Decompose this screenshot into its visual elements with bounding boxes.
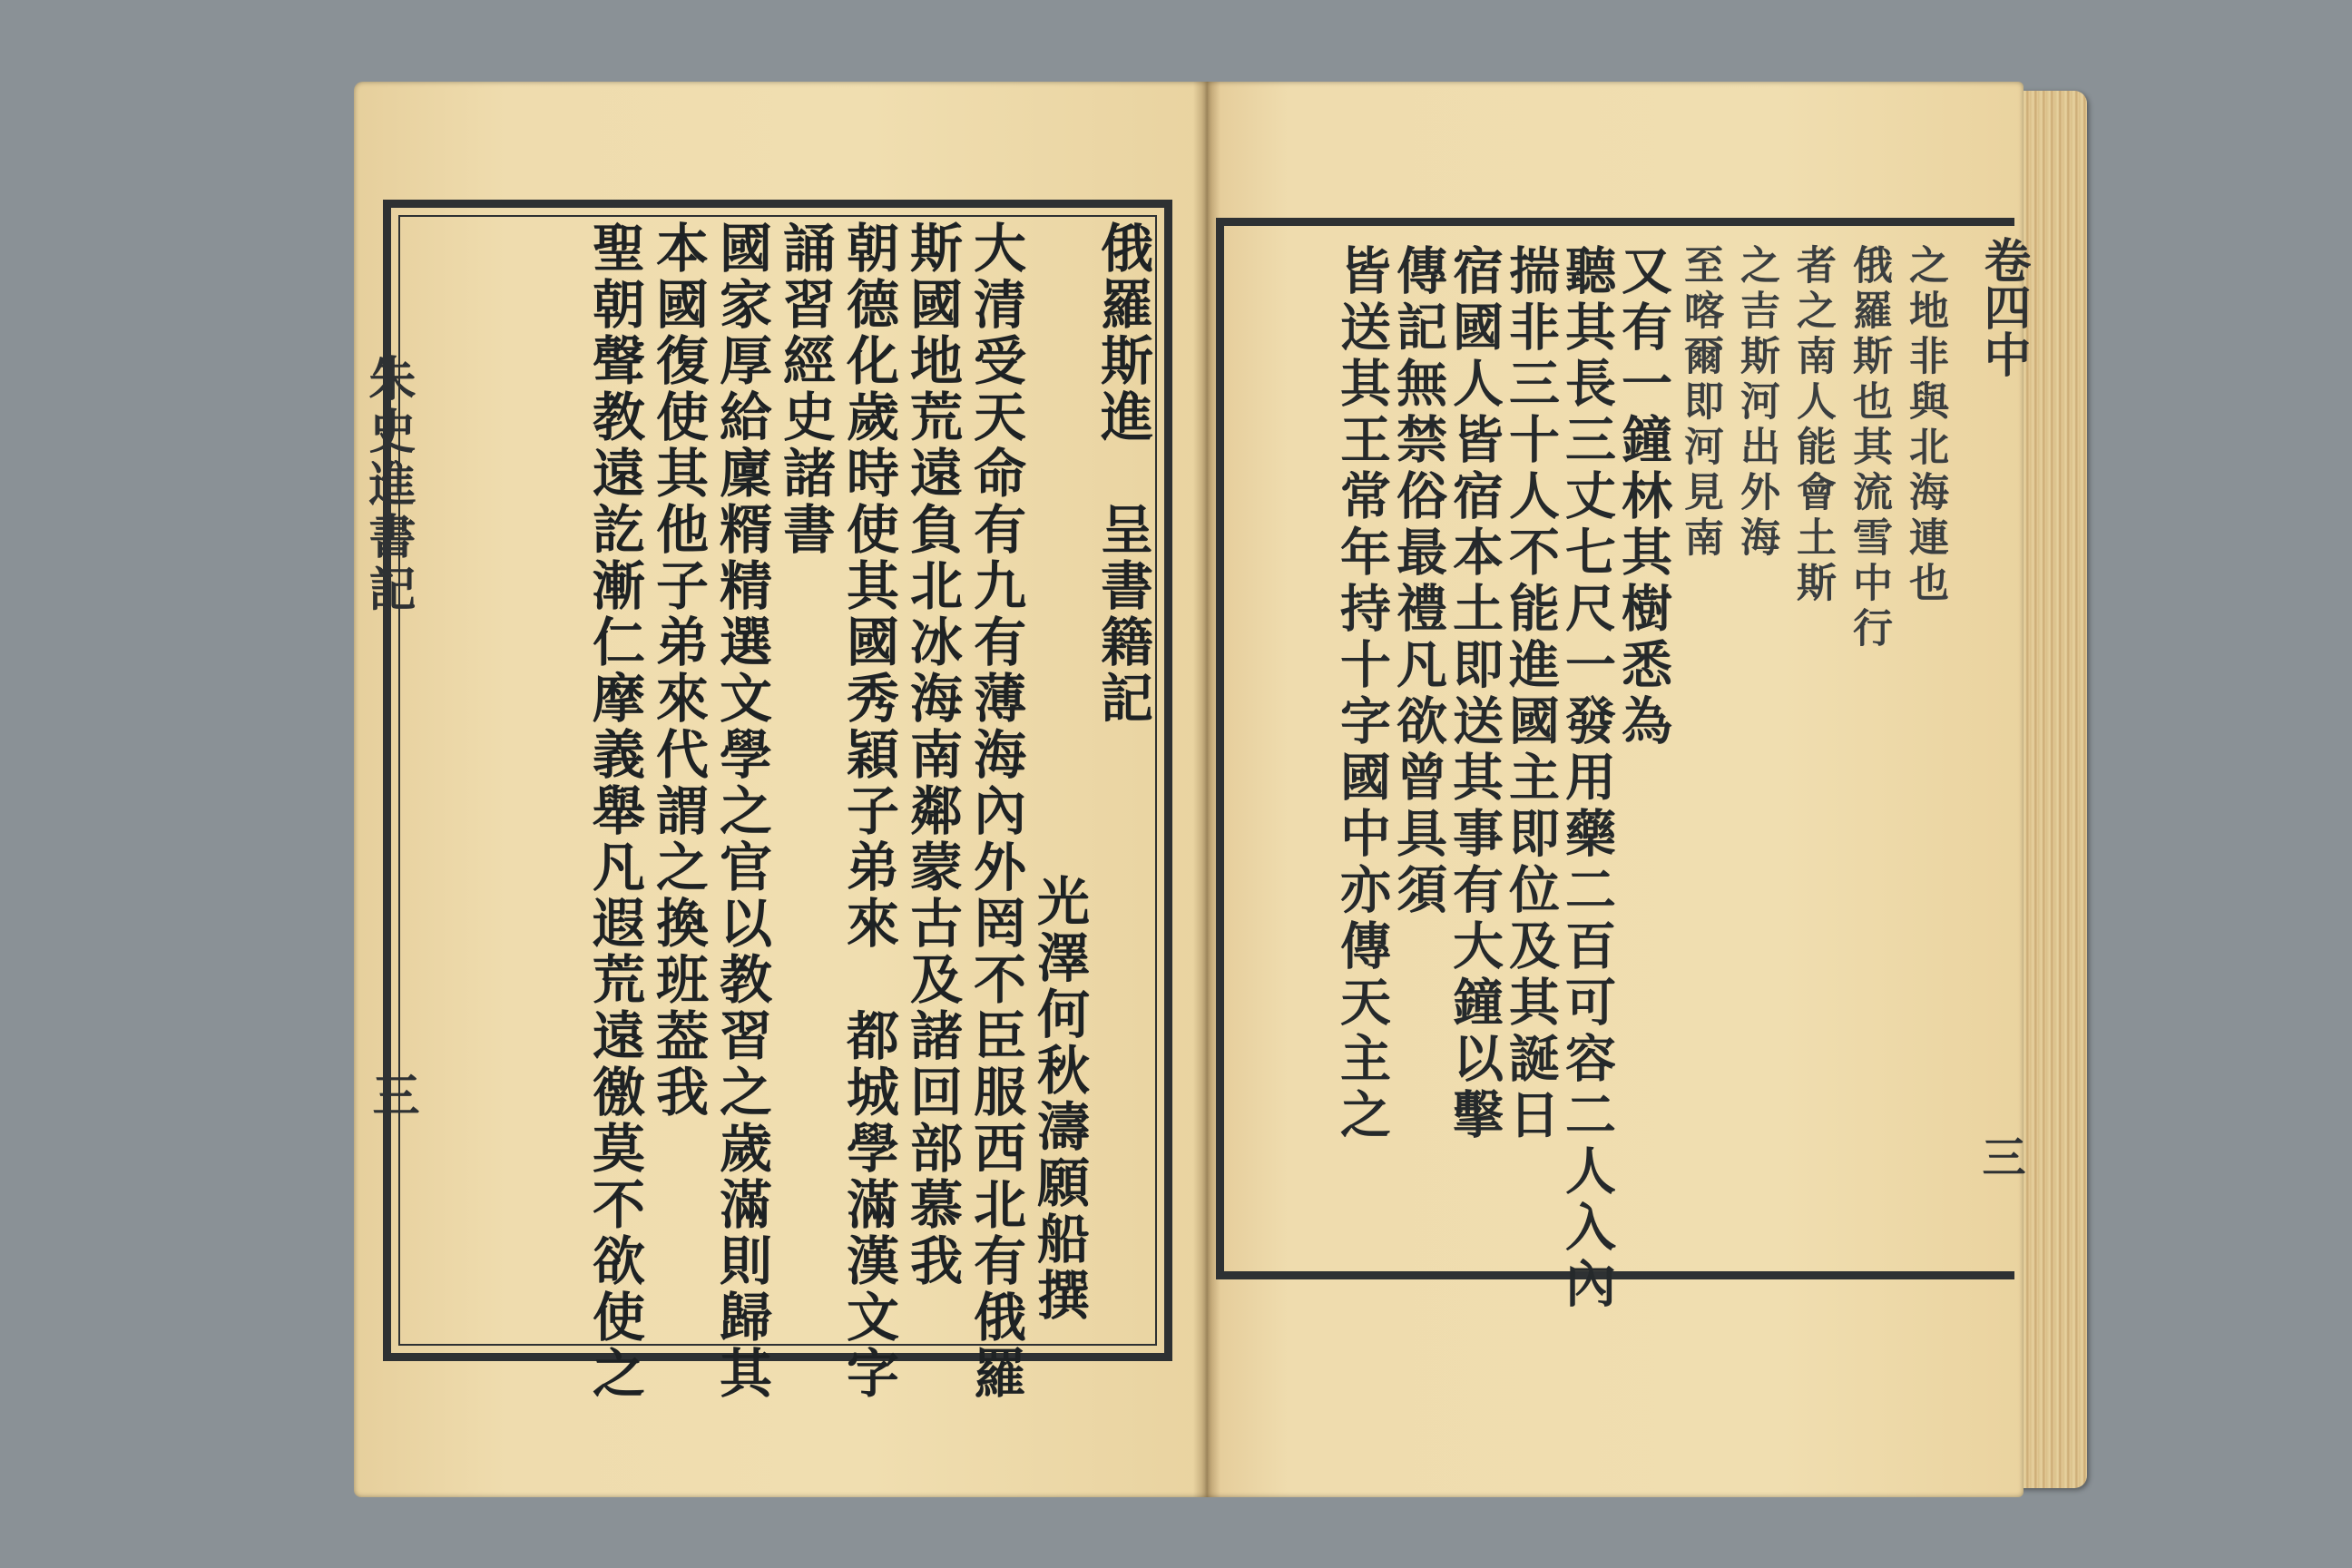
text-column: 聖朝聲教遠訖漸仁摩義舉凡遐荒遠徼莫不欲使之 bbox=[583, 220, 645, 1402]
text-column: 揣非三十人不能進國主即位及其誕日 bbox=[1501, 244, 1561, 1144]
text-column: 至喀爾即河見南 bbox=[1677, 244, 1723, 562]
text-column: 之吉斯河出外海 bbox=[1733, 244, 1779, 562]
right-text-columns bbox=[1332, 244, 1951, 1313]
left-text-frame bbox=[383, 200, 1172, 1402]
left-margin-label: 朱史進書記 bbox=[360, 354, 416, 617]
text-column: 宿國人皆宿本土即送其事有大鐘以擊 bbox=[1445, 244, 1504, 1144]
text-column: 之地非與北海連也 bbox=[1902, 244, 1948, 607]
text-column: 本國復使其他子弟來代謂之換班葢我 bbox=[647, 220, 709, 1121]
text-column: 大清受天命有九有薄海內外罔不臣服西北有俄羅 bbox=[965, 220, 1026, 1402]
author-attribution: 光澤何秋濤願船撰 bbox=[1028, 874, 1090, 1324]
text-column: 者之南人能會土斯 bbox=[1789, 244, 1836, 607]
text-column: 俄羅斯也其流雪中行 bbox=[1846, 244, 1892, 652]
text-column: 聽其長三丈七尺一發用藥二百可容二人入內 bbox=[1557, 244, 1617, 1313]
left-text-columns bbox=[583, 220, 1153, 1402]
text-column: 皆送其王常年持十字國中亦傳天主之 bbox=[1332, 244, 1392, 1144]
text-column: 朝德化歲時使其國秀穎子弟來 都城學滿漢文字 bbox=[838, 220, 899, 1402]
right-page-number: 三 bbox=[1975, 1134, 2025, 1178]
text-column: 誦習經史諸書 bbox=[774, 220, 836, 558]
left-page bbox=[354, 82, 1207, 1497]
right-margin-label: 卷四中 bbox=[1975, 236, 2031, 377]
left-page-number: 三 bbox=[364, 1071, 419, 1118]
text-column: 傳記無禁俗最禮凡欲曾具須 bbox=[1388, 244, 1448, 919]
text-column: 斯國地荒遠負北冰海南鄰蒙古及諸回部慕我 bbox=[901, 220, 963, 1289]
text-column: 國家厚給廩糈精選文學之官以教習之歲滿則歸其 bbox=[710, 220, 772, 1402]
open-book bbox=[345, 82, 2096, 1506]
text-column: 又有一鐘林其樹悉為 bbox=[1613, 244, 1673, 750]
right-text-frame bbox=[1216, 218, 2014, 1313]
document-title: 俄羅斯進 呈書籍記 bbox=[1092, 220, 1153, 727]
